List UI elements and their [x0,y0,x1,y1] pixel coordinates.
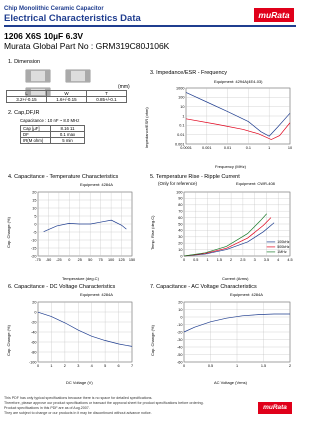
temp-char-chart [28,190,136,266]
product-spec: 1206 X6S 10µF 6.3V [4,31,84,41]
y-tick-label: 70 [178,209,183,214]
y-tick-label: 0 [34,222,37,227]
cap-row-label: Cap [µF] [21,126,51,132]
y-tick-label: -60 [31,340,37,345]
x-tick-label: 100 [107,258,115,262]
dimension-table [6,90,127,103]
y-tick-label: -40 [177,345,183,350]
dc-bias-chart [28,300,136,372]
x-tick-label: 1.5 [216,258,222,262]
ripple-title: 5. Temperature Rise - Ripple Current [150,174,240,180]
y-tick-label: 10 [180,104,185,109]
x-tick-label: 0.5 [207,364,214,368]
dim-header-l: L [7,91,47,97]
y-tick-label: -5 [33,230,37,235]
x-tick-label: 125 [118,258,125,262]
x-tick-label: 0.0001 [180,146,192,150]
x-tick-label: 1 [206,258,209,262]
y-tick-label: 30 [178,235,183,240]
y-tick-label: 10 [32,206,37,211]
x-tick-label: 1 [268,146,271,150]
ac-volt-equipment: Equipment: 4284A [230,292,263,297]
temp-char-equipment: Equipment: 4284A [80,182,113,187]
x-tick-label: 2 [63,364,66,368]
x-tick-label: 4 [90,364,93,368]
x-tick-label: -25 [56,258,62,262]
x-tick-label: 1 [50,364,53,368]
dim-header-t: T [87,91,127,97]
ripple-chart [172,190,294,266]
dc-bias-xlabel: DC Voltage (V) [66,380,93,385]
y-tick-label: -10 [31,238,37,243]
y-tick-label: 50 [178,222,183,227]
x-tick-label: 4.5 [287,258,293,262]
legend-label: 500kHz [277,245,290,250]
header-rule [4,25,296,27]
cap-df-ir-table [20,125,85,144]
x-tick-label: 4 [277,258,280,262]
ir-row-value: 5 min [51,138,85,144]
x-tick-label: 25 [77,258,82,262]
x-tick-label: 50 [88,258,93,262]
y-tick-label: -100 [28,360,37,365]
x-tick-label: -75 [35,258,41,262]
impedance-chart [172,86,294,152]
y-tick-label: -20 [31,254,37,259]
y-tick-label: 20 [178,241,183,246]
ac-volt-ylabel: Cap. Change (%) [150,325,155,356]
x-tick-label: 150 [128,258,136,262]
dim-value-w: 1.6+/-0.15 [47,97,87,103]
temp-char-ylabel: Cap. Change (%) [6,217,11,248]
x-tick-label: 0.01 [223,146,232,150]
y-tick-label: 80 [178,203,183,208]
x-tick-label: 0 [182,258,186,262]
temp-char-xlabel: Temperature (deg.C) [62,276,99,281]
x-tick-label: 0 [68,258,71,262]
y-tick-label: 0.1 [179,123,185,128]
ripple-equipment: Equipment: CWR-408 [236,181,275,186]
x-tick-label: 1 [235,364,239,368]
y-tick-label: 20 [32,300,37,305]
footer-line-3: Product specifications in this PDF are as of Aug.2007. [4,406,90,410]
x-tick-label: 3 [77,364,80,368]
y-tick-label: 40 [178,228,183,233]
impedance-xlabel: Frequency (MHz) [215,164,246,169]
cap-row-value: 8.16 11 [51,126,85,132]
header-subtitle: Chip Monolithic Ceramic Capacitor [4,6,104,12]
ac-volt-title: 7. Capacitance - AC Voltage Characteristics [150,284,257,290]
x-tick-label: 10 [287,146,293,150]
dim-header-w: W [47,91,87,97]
x-tick-label: 2 [288,364,292,368]
impedance-equipment: Equipment: 4294A(4E4-03) [214,79,263,84]
y-tick-label: -80 [31,350,37,355]
df-row-value: 0.1 max [51,132,85,138]
dimension-title: 1. Dimension [8,59,41,65]
cap-df-ir-title: 2. Cap,DF,IR [8,110,40,116]
y-tick-label: -60 [177,360,183,365]
ripple-ylabel: Temp. Rise (deg.C) [150,215,155,250]
dc-bias-ylabel: Cap. Change (%) [6,325,11,356]
x-tick-label: 0.001 [202,146,212,150]
x-tick-label: 5 [104,364,107,368]
y-tick-label: 0.01 [177,132,185,137]
dim-value-t: 0.85+/-0.1 [87,97,127,103]
y-tick-label: 1 [182,114,185,119]
y-tick-label: 100 [176,190,183,195]
legend-label: 100kHz [277,240,290,245]
y-tick-label: -10 [177,322,183,327]
ac-volt-xlabel: AC Voltage (Vrms) [214,380,247,385]
y-tick-label: -50 [177,352,183,357]
cap-df-ir-note: Capacitance : 10 nF ~ 8.0 MHz [20,118,80,123]
y-tick-label: -30 [177,337,183,342]
y-tick-label: 10 [178,247,183,252]
ripple-xlabel: Current (Arms) [222,276,249,281]
y-tick-label: 100 [178,95,185,100]
x-tick-label: 0 [36,364,40,368]
y-tick-label: 10 [178,307,183,312]
y-tick-label: 0.001 [174,142,185,147]
x-tick-label: 75 [98,258,103,262]
footer-murata-logo: muRata [258,402,292,414]
x-tick-label: 0.5 [193,258,199,262]
y-tick-label: 15 [32,198,37,203]
x-tick-label: 7 [130,364,134,368]
murata-logo: muRata [254,8,294,22]
y-tick-label: 20 [32,190,37,195]
dimension-unit: (mm) [118,84,130,90]
y-tick-label: 0 [180,254,183,259]
y-tick-label: 1000 [176,86,185,91]
x-tick-label: 2.5 [240,258,246,262]
y-tick-label: 5 [34,214,37,219]
x-tick-label: 0 [182,364,186,368]
y-tick-label: 90 [178,196,183,201]
y-tick-label: 0 [180,315,183,320]
footer-line-4: They are subject to change or our products in it may be discontinued without advance notice. [4,411,152,415]
temp-char-title: 4. Capacitance - Temperature Characteristics [8,174,119,180]
x-tick-label: 1.5 [260,364,267,368]
y-tick-label: 0 [34,310,37,315]
dc-bias-title: 6. Capacitance - DC Voltage Characteristics [8,284,116,290]
impedance-title: 3. Impedance/ESR - Frequency [150,70,228,76]
footer-line-2: Therefore, please approve our product specifications or transact the approval sheet for product specifications before ordering. [4,401,204,405]
y-tick-label: -20 [177,330,183,335]
murata-part-number: Murata Global Part No : GRM319C80J106K [4,41,170,51]
y-tick-label: -40 [31,330,37,335]
footer-line-1: This PDF has only typical specifications because there is no space for detailed specifications. [4,396,153,400]
x-tick-label: -50 [45,258,52,262]
x-tick-label: 2 [230,258,233,262]
ripple-subtitle: (Only for reference) [158,181,198,186]
dc-bias-equipment: Equipment: 4284A [80,292,113,297]
header-title: Electrical Characteristics Data [4,13,141,24]
dim-value-l: 3.2+/-0.15 [7,97,47,103]
impedance-ylabel: Impedance/ESR (ohm) [144,107,149,148]
df-row-label: DF [21,132,51,138]
x-tick-label: 3.5 [263,258,270,262]
y-tick-label: -20 [31,320,37,325]
y-tick-label: 20 [178,300,183,305]
legend-label: 1MHz [277,250,287,255]
y-tick-label: 60 [178,215,183,220]
ac-volt-chart [172,300,294,372]
x-tick-label: 6 [117,364,120,368]
y-tick-label: -15 [31,246,37,251]
ir-row-label: IR(M ohm) [21,138,51,144]
x-tick-label: 3 [253,258,256,262]
x-tick-label: 0.1 [245,146,252,150]
